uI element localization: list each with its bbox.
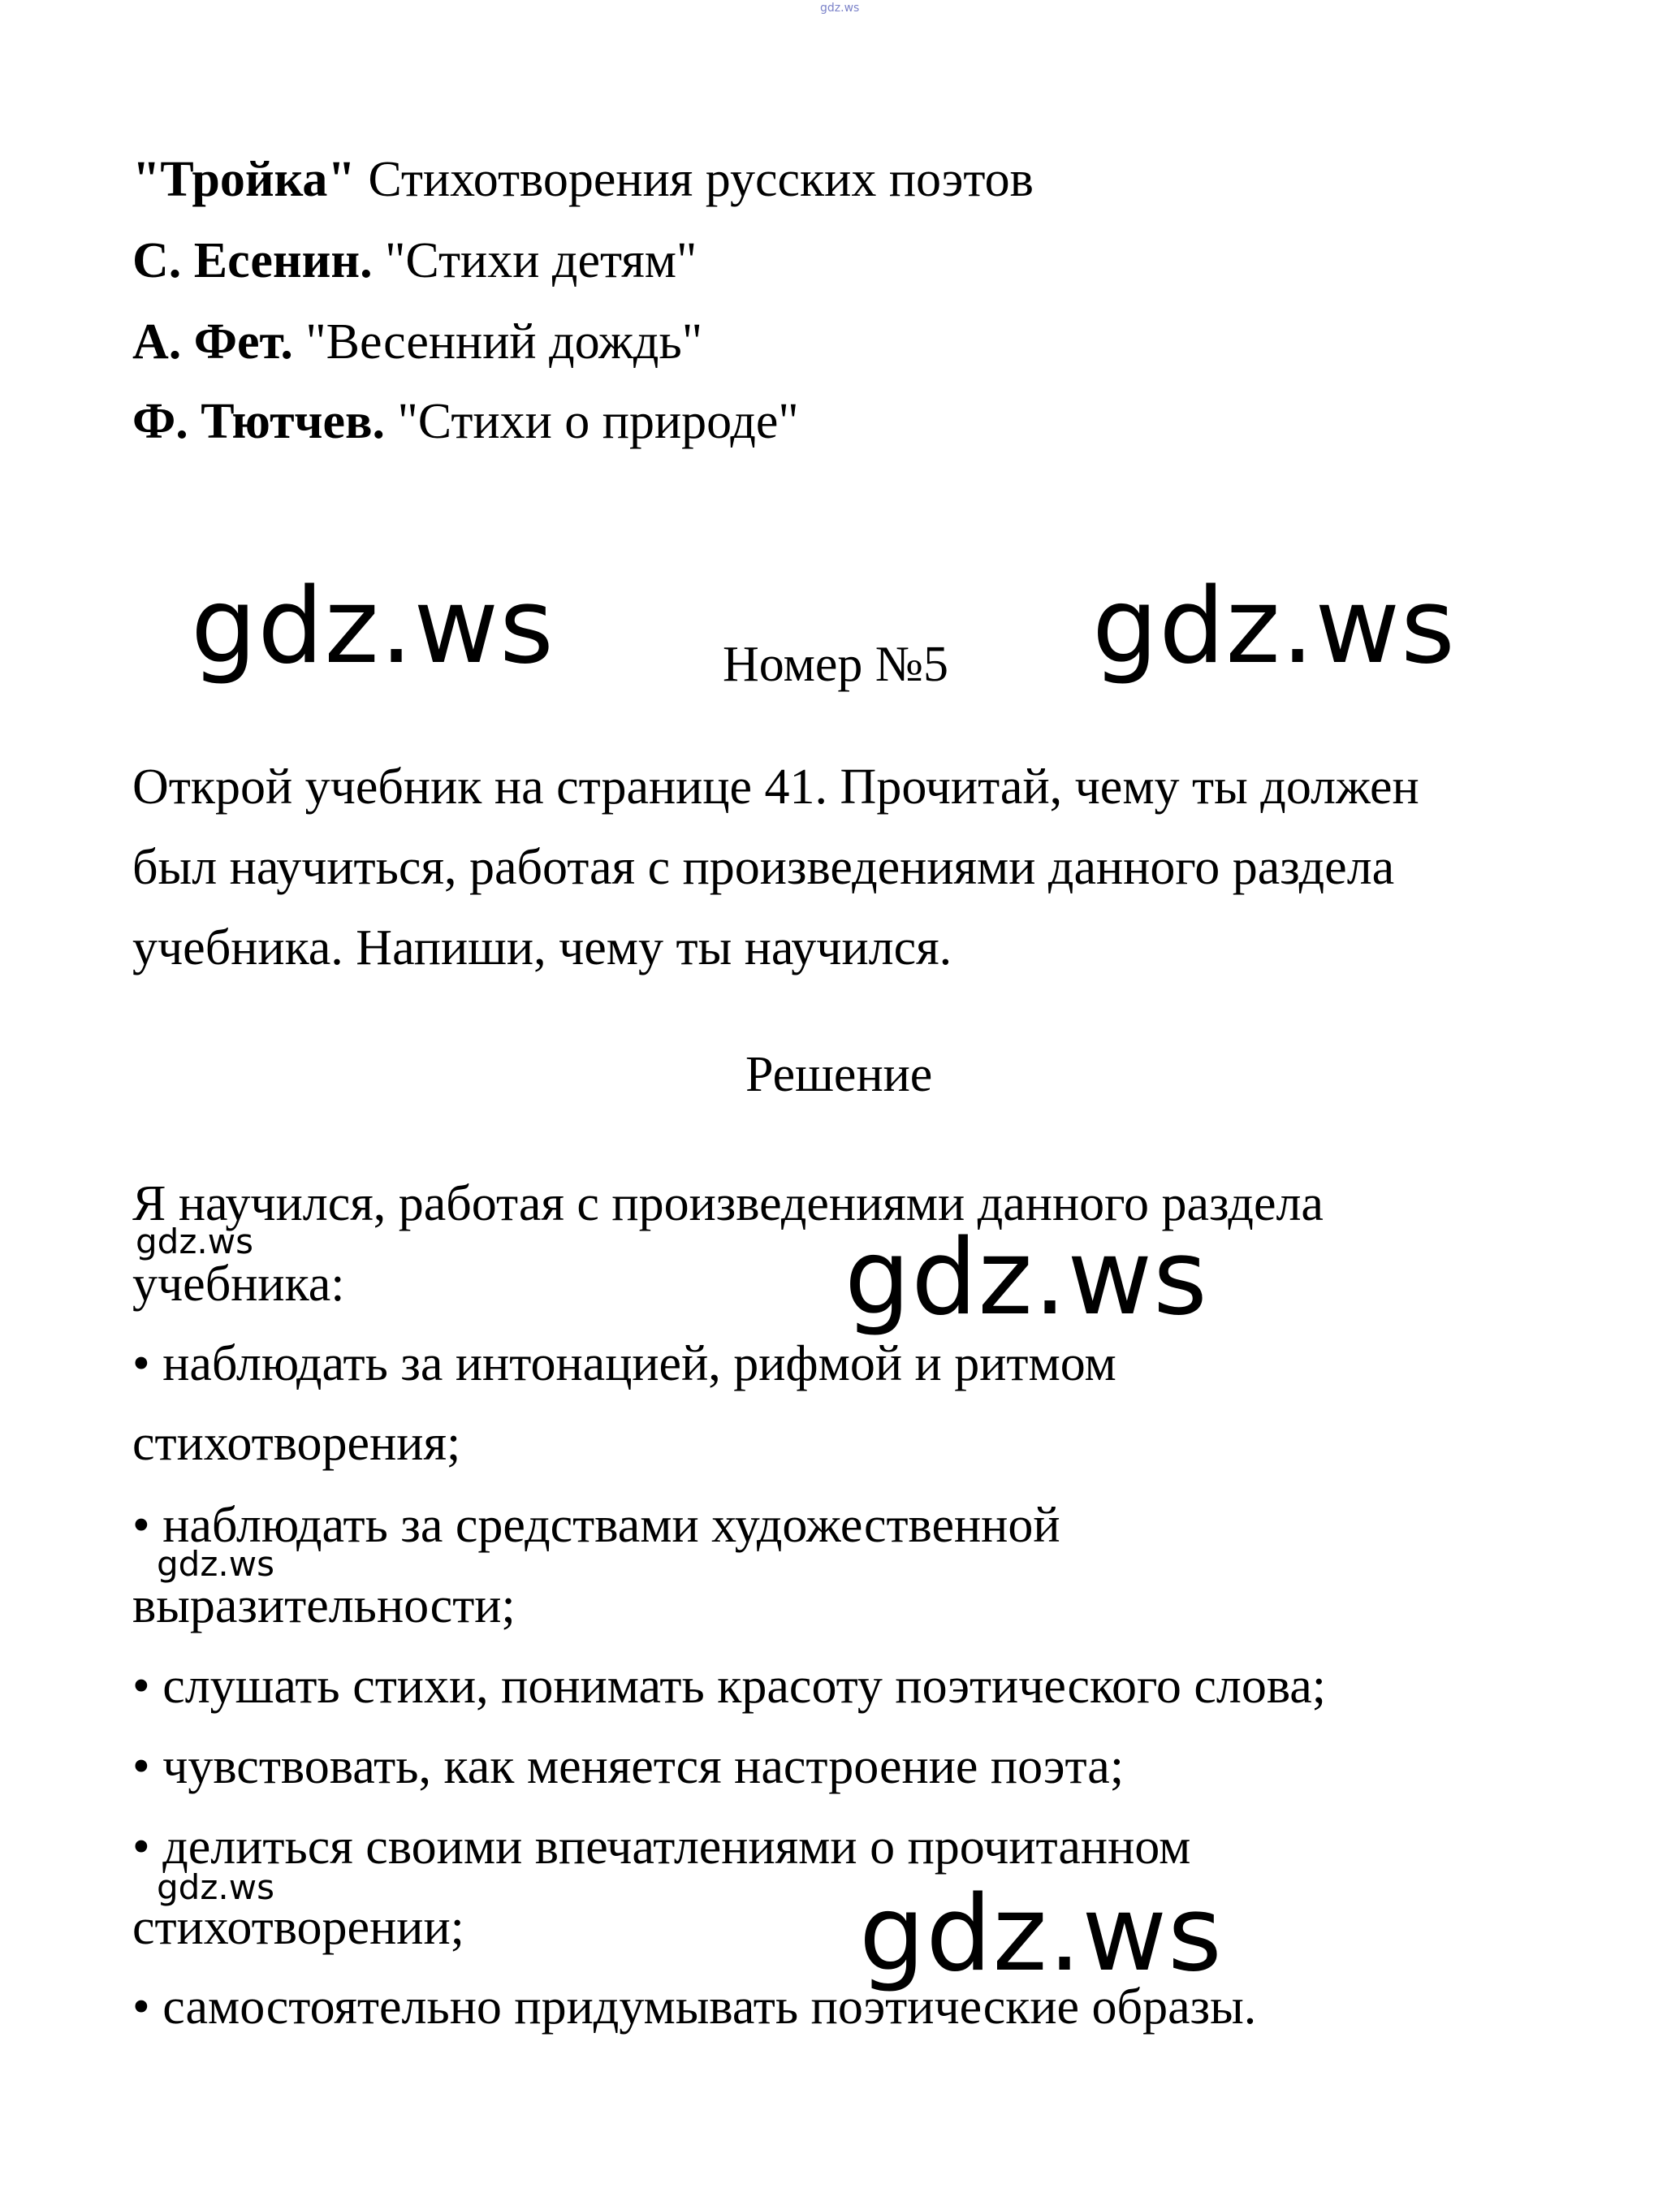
watermark-small: gdz.ws [157, 1544, 274, 1584]
solution-line: • делиться своими впечатлениями о прочитанном [132, 1819, 1191, 1875]
solution-line: стихотворении; [132, 1900, 464, 1955]
book-line-tyutchev: Ф. Тютчев. "Стихи о природе" [132, 394, 799, 449]
top-watermark: gdz.ws [820, 2, 860, 15]
book-line-fet: А. Фет. "Весенний дождь" [132, 314, 703, 370]
solution-line: • самостоятельно придумывать поэтические образы. [132, 1979, 1257, 2035]
solution-line: • наблюдать за интонацией, рифмой и ритмом [132, 1336, 1116, 1391]
task-text-line: был научиться, работая с произведениями данного раздела [132, 840, 1395, 895]
book-line-troika: "Тройка" Стихотворения русских поэтов [132, 152, 1034, 207]
solution-line: • наблюдать за средствами художественной [132, 1498, 1060, 1553]
watermark-small: gdz.ws [136, 1222, 253, 1261]
task-text-line: Открой учебник на странице 41. Прочитай, чему ты должен [132, 759, 1419, 815]
solution-line: стихотворения; [132, 1416, 461, 1471]
watermark-small: gdz.ws [157, 1867, 274, 1907]
book-line-esenin: С. Есенин. "Стихи детям" [132, 233, 697, 288]
watermark-large: gdz.ws [1092, 566, 1456, 687]
solution-line: • слушать стихи, понимать красоту поэтического слова; [132, 1659, 1327, 1714]
task-text-line: учебника. Напиши, чему ты научился. [132, 920, 952, 975]
watermark-large: gdz.ws [191, 566, 555, 687]
solution-heading: Решение [745, 1047, 933, 1102]
solution-line: • чувствовать, как меняется настроение поэта; [132, 1739, 1125, 1794]
solution-line: выразительности; [132, 1578, 516, 1633]
solution-line: Я научился, работая с произведениями данного раздела [132, 1176, 1324, 1231]
watermark-large: gdz.ws [844, 1218, 1208, 1339]
solution-line: учебника: [132, 1257, 345, 1312]
task-number: Номер №5 [723, 637, 949, 692]
watermark-large: gdz.ws [859, 1874, 1223, 1995]
